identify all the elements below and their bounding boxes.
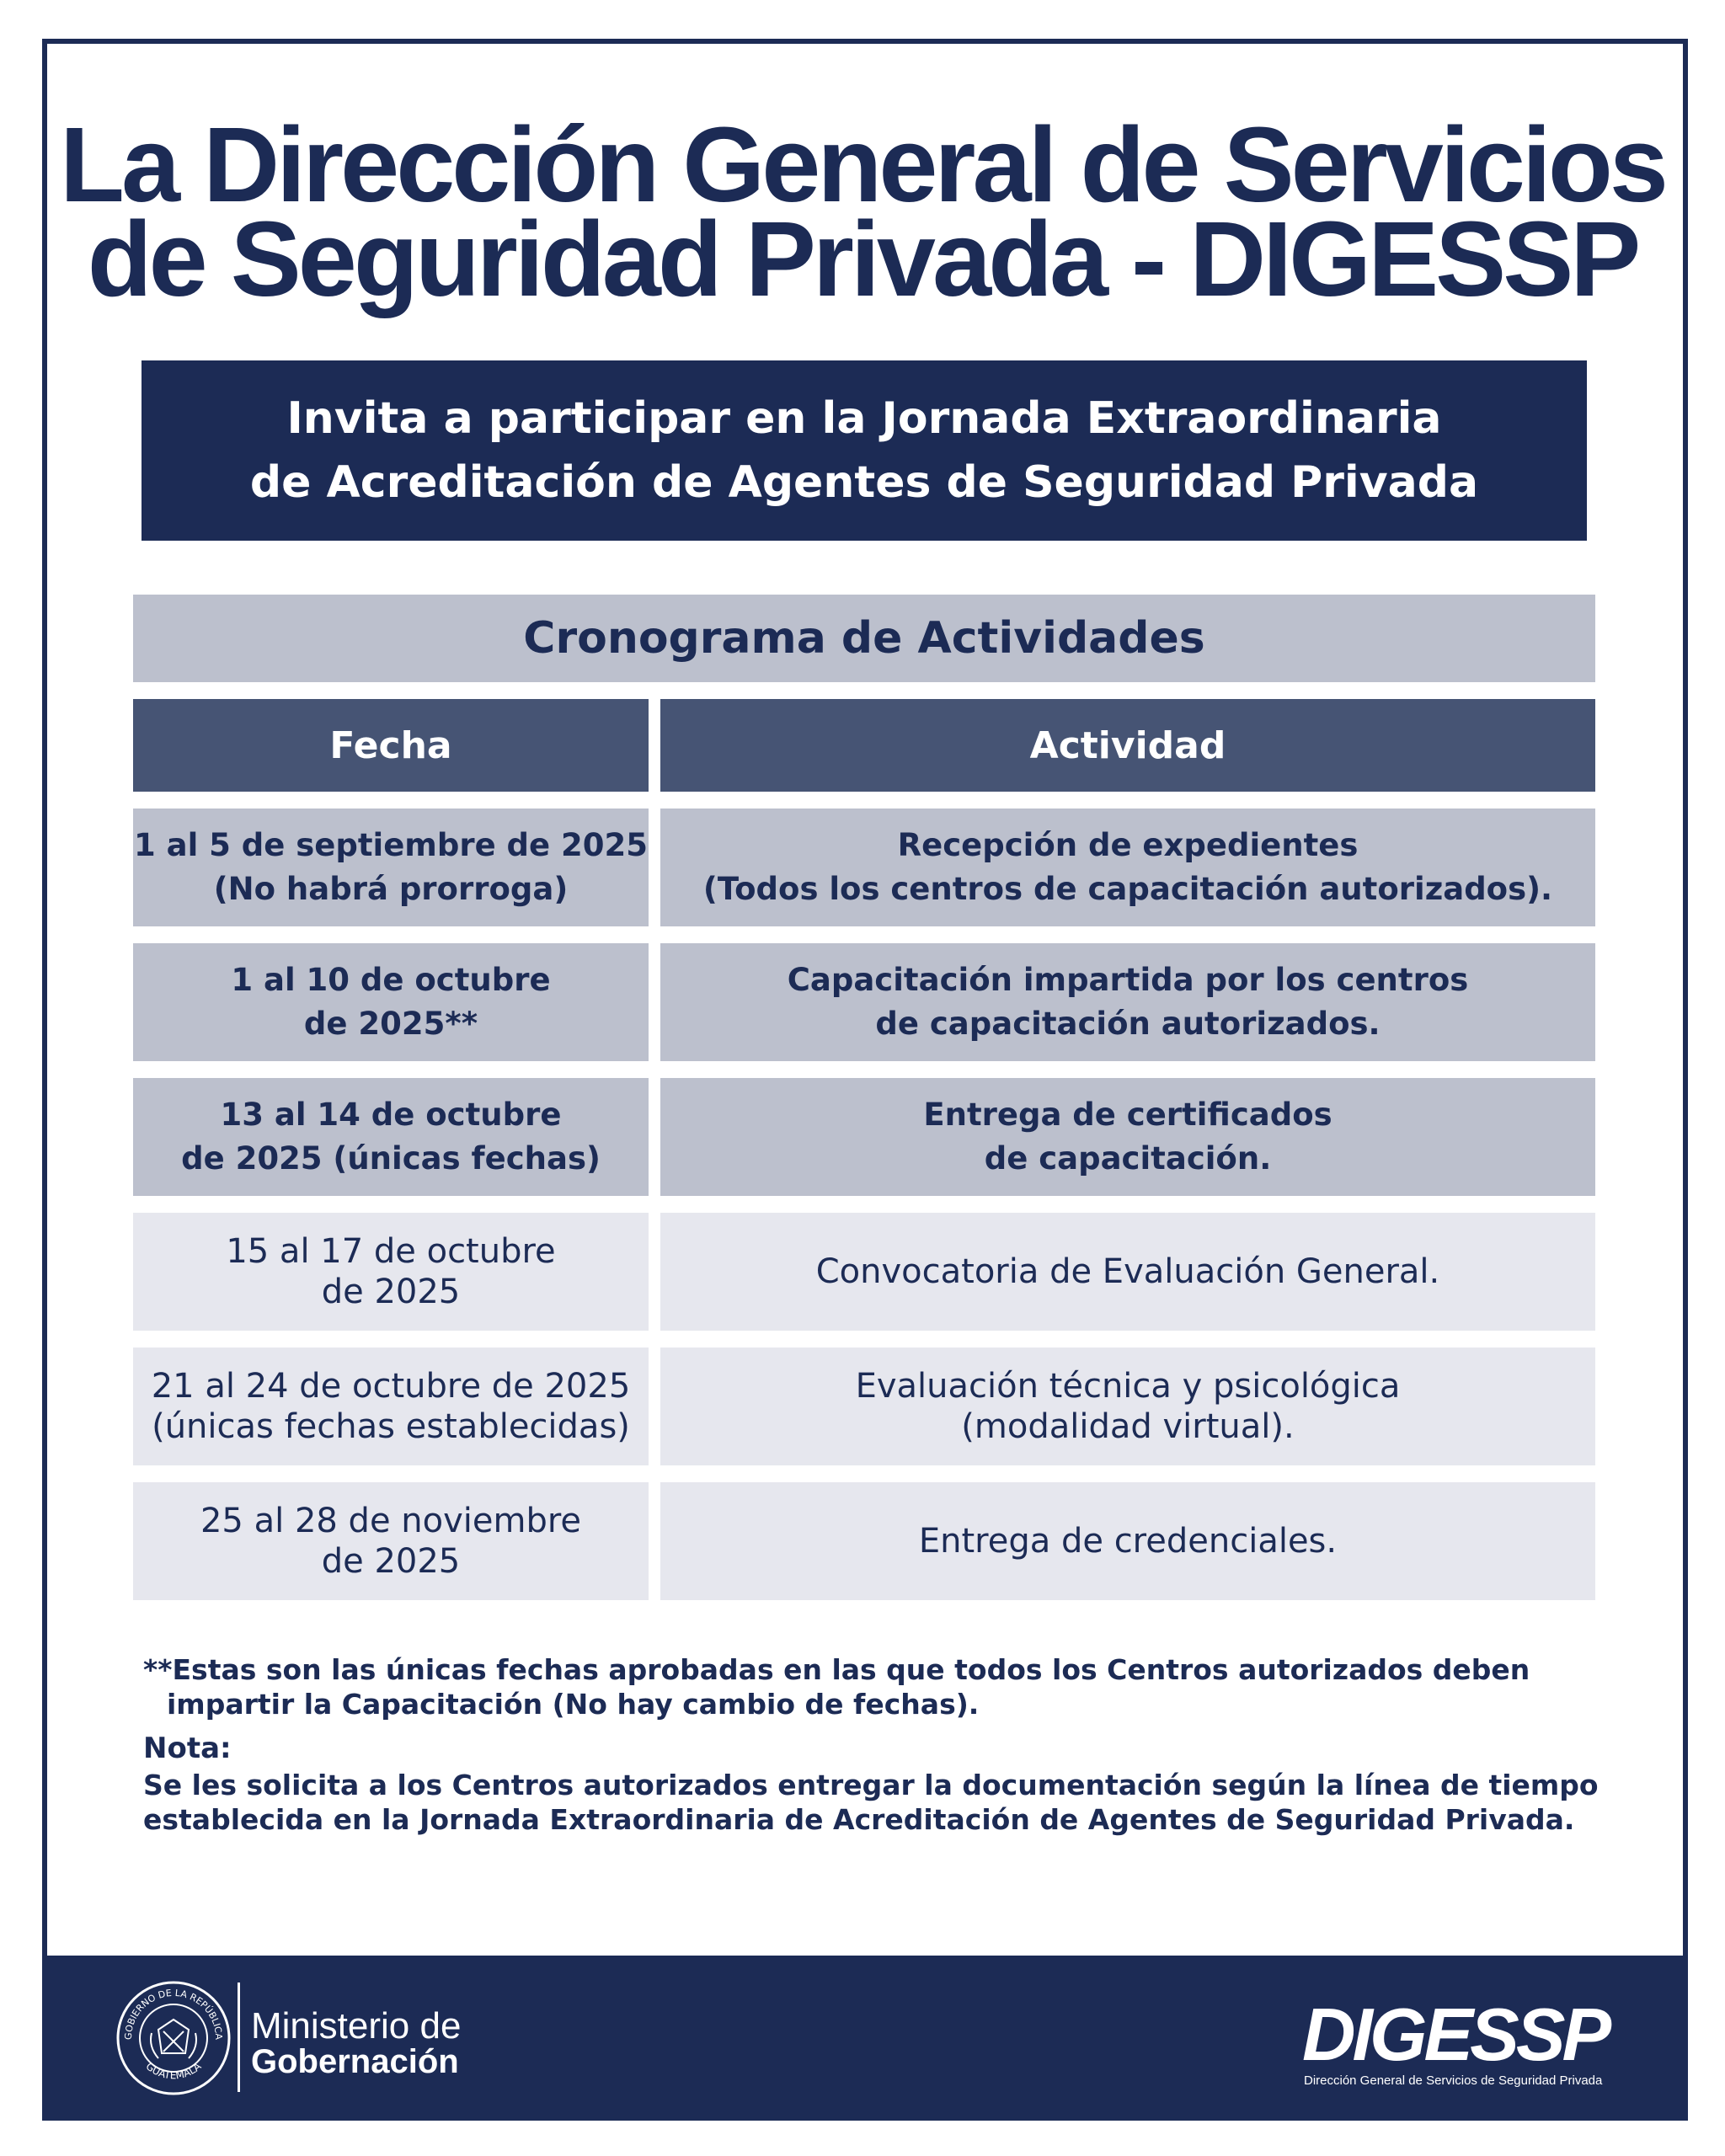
actividad-line: Entrega de credenciales. (918, 1522, 1338, 1561)
table-cell-actividad (660, 1213, 1595, 1331)
actividad-line: Evaluación técnica y psicológica (855, 1367, 1401, 1406)
actividad-line: de capacitación. (984, 1140, 1272, 1177)
table-cell-actividad (660, 1348, 1595, 1465)
invite-line-2: de Acreditación de Agentes de Seguridad Privada (249, 457, 1479, 508)
table-cell-fecha (133, 1348, 649, 1465)
digessp-logo-subtitle: Dirección General de Servicios de Seguridad Privada (1304, 2073, 1603, 2088)
actividad-line: Capacitación impartida por los centros (787, 962, 1469, 998)
table-cell-actividad (660, 808, 1595, 926)
footnote-line-2: impartir la Capacitación (No hay cambio de fechas). (167, 1688, 980, 1721)
ministry-line-2: Gobernación (251, 2043, 459, 2080)
fecha-line: de 2025** (303, 1006, 478, 1042)
fecha-line: 1 al 10 de octubre (231, 962, 551, 998)
fecha-line: 1 al 5 de septiembre de 2025 (133, 827, 648, 863)
digessp-logo: DIGESSP (1302, 1993, 1609, 2076)
table-cell-fecha (133, 1078, 649, 1196)
fecha-line: de 2025 (321, 1542, 461, 1581)
table-cell-fecha (133, 1213, 649, 1331)
nota-line-2: establecida en la Jornada Extraordinaria de Acreditación de Agentes de Seguridad Privada. (143, 1803, 1575, 1836)
notes-section (143, 1652, 1626, 1837)
fecha-line: (únicas fechas establecidas) (152, 1407, 630, 1446)
actividad-line: (Todos los centros de capacitación autorizados). (702, 871, 1553, 907)
footnote-line-1: **Estas son las únicas fechas aprobadas en las que todos los Centros autorizados deben (143, 1653, 1530, 1686)
actividad-line: Convocatoria de Evaluación General. (815, 1252, 1440, 1291)
nota-text (143, 1768, 1626, 1837)
table-cell-actividad (660, 943, 1595, 1061)
actividad-line: Entrega de certificados (923, 1097, 1332, 1133)
fecha-line: de 2025 (321, 1273, 461, 1311)
table-cell-actividad (660, 1482, 1595, 1600)
table-cell-actividad (660, 1078, 1595, 1196)
column-header-actividad: Actividad (660, 699, 1595, 792)
fecha-line: 13 al 14 de octubre (220, 1097, 562, 1133)
guatemala-seal-icon (115, 1979, 232, 2097)
fecha-line: 25 al 28 de noviembre (200, 1502, 582, 1540)
actividad-line: (modalidad virtual). (961, 1407, 1295, 1446)
schedule-heading: Cronograma de Actividades (133, 595, 1595, 682)
footer-bar (47, 1956, 1683, 2116)
seal-top-text: GOBIERNO DE LA REPÚBLICA (122, 1987, 225, 2041)
nota-line-1: Se les solicita a los Centros autorizados entregar la documentación según la línea de tiempo (143, 1769, 1599, 1801)
page-title (0, 105, 1725, 318)
footnote (143, 1652, 1626, 1721)
ministry-line-1: Ministerio de (251, 2005, 462, 2047)
fecha-line: 21 al 24 de octubre de 2025 (151, 1367, 631, 1406)
fecha-line: (No habrá prorroga) (213, 871, 569, 907)
table-cell-fecha (133, 943, 649, 1061)
table-cell-fecha (133, 808, 649, 926)
nota-label: Nota: (143, 1732, 232, 1765)
invite-banner (142, 360, 1587, 541)
column-header-fecha: Fecha (133, 699, 649, 792)
actividad-line: de capacitación autorizados. (875, 1006, 1381, 1042)
title-line-1: La Dirección General de Servicios (60, 105, 1665, 224)
seal-bottom-text: GUATEMALA (143, 2060, 204, 2082)
footer-divider (238, 1983, 240, 2092)
title-line-2: de Seguridad Privada - DIGESSP (87, 200, 1638, 318)
fecha-line: 15 al 17 de octubre (226, 1232, 556, 1271)
invite-line-1: Invita a participar en la Jornada Extraordinaria (286, 393, 1442, 444)
svg-text:GUATEMALA (143, 2060, 204, 2082)
table-cell-fecha (133, 1482, 649, 1600)
actividad-line: Recepción de expedientes (897, 827, 1359, 863)
fecha-line: de 2025 (únicas fechas) (181, 1140, 601, 1177)
